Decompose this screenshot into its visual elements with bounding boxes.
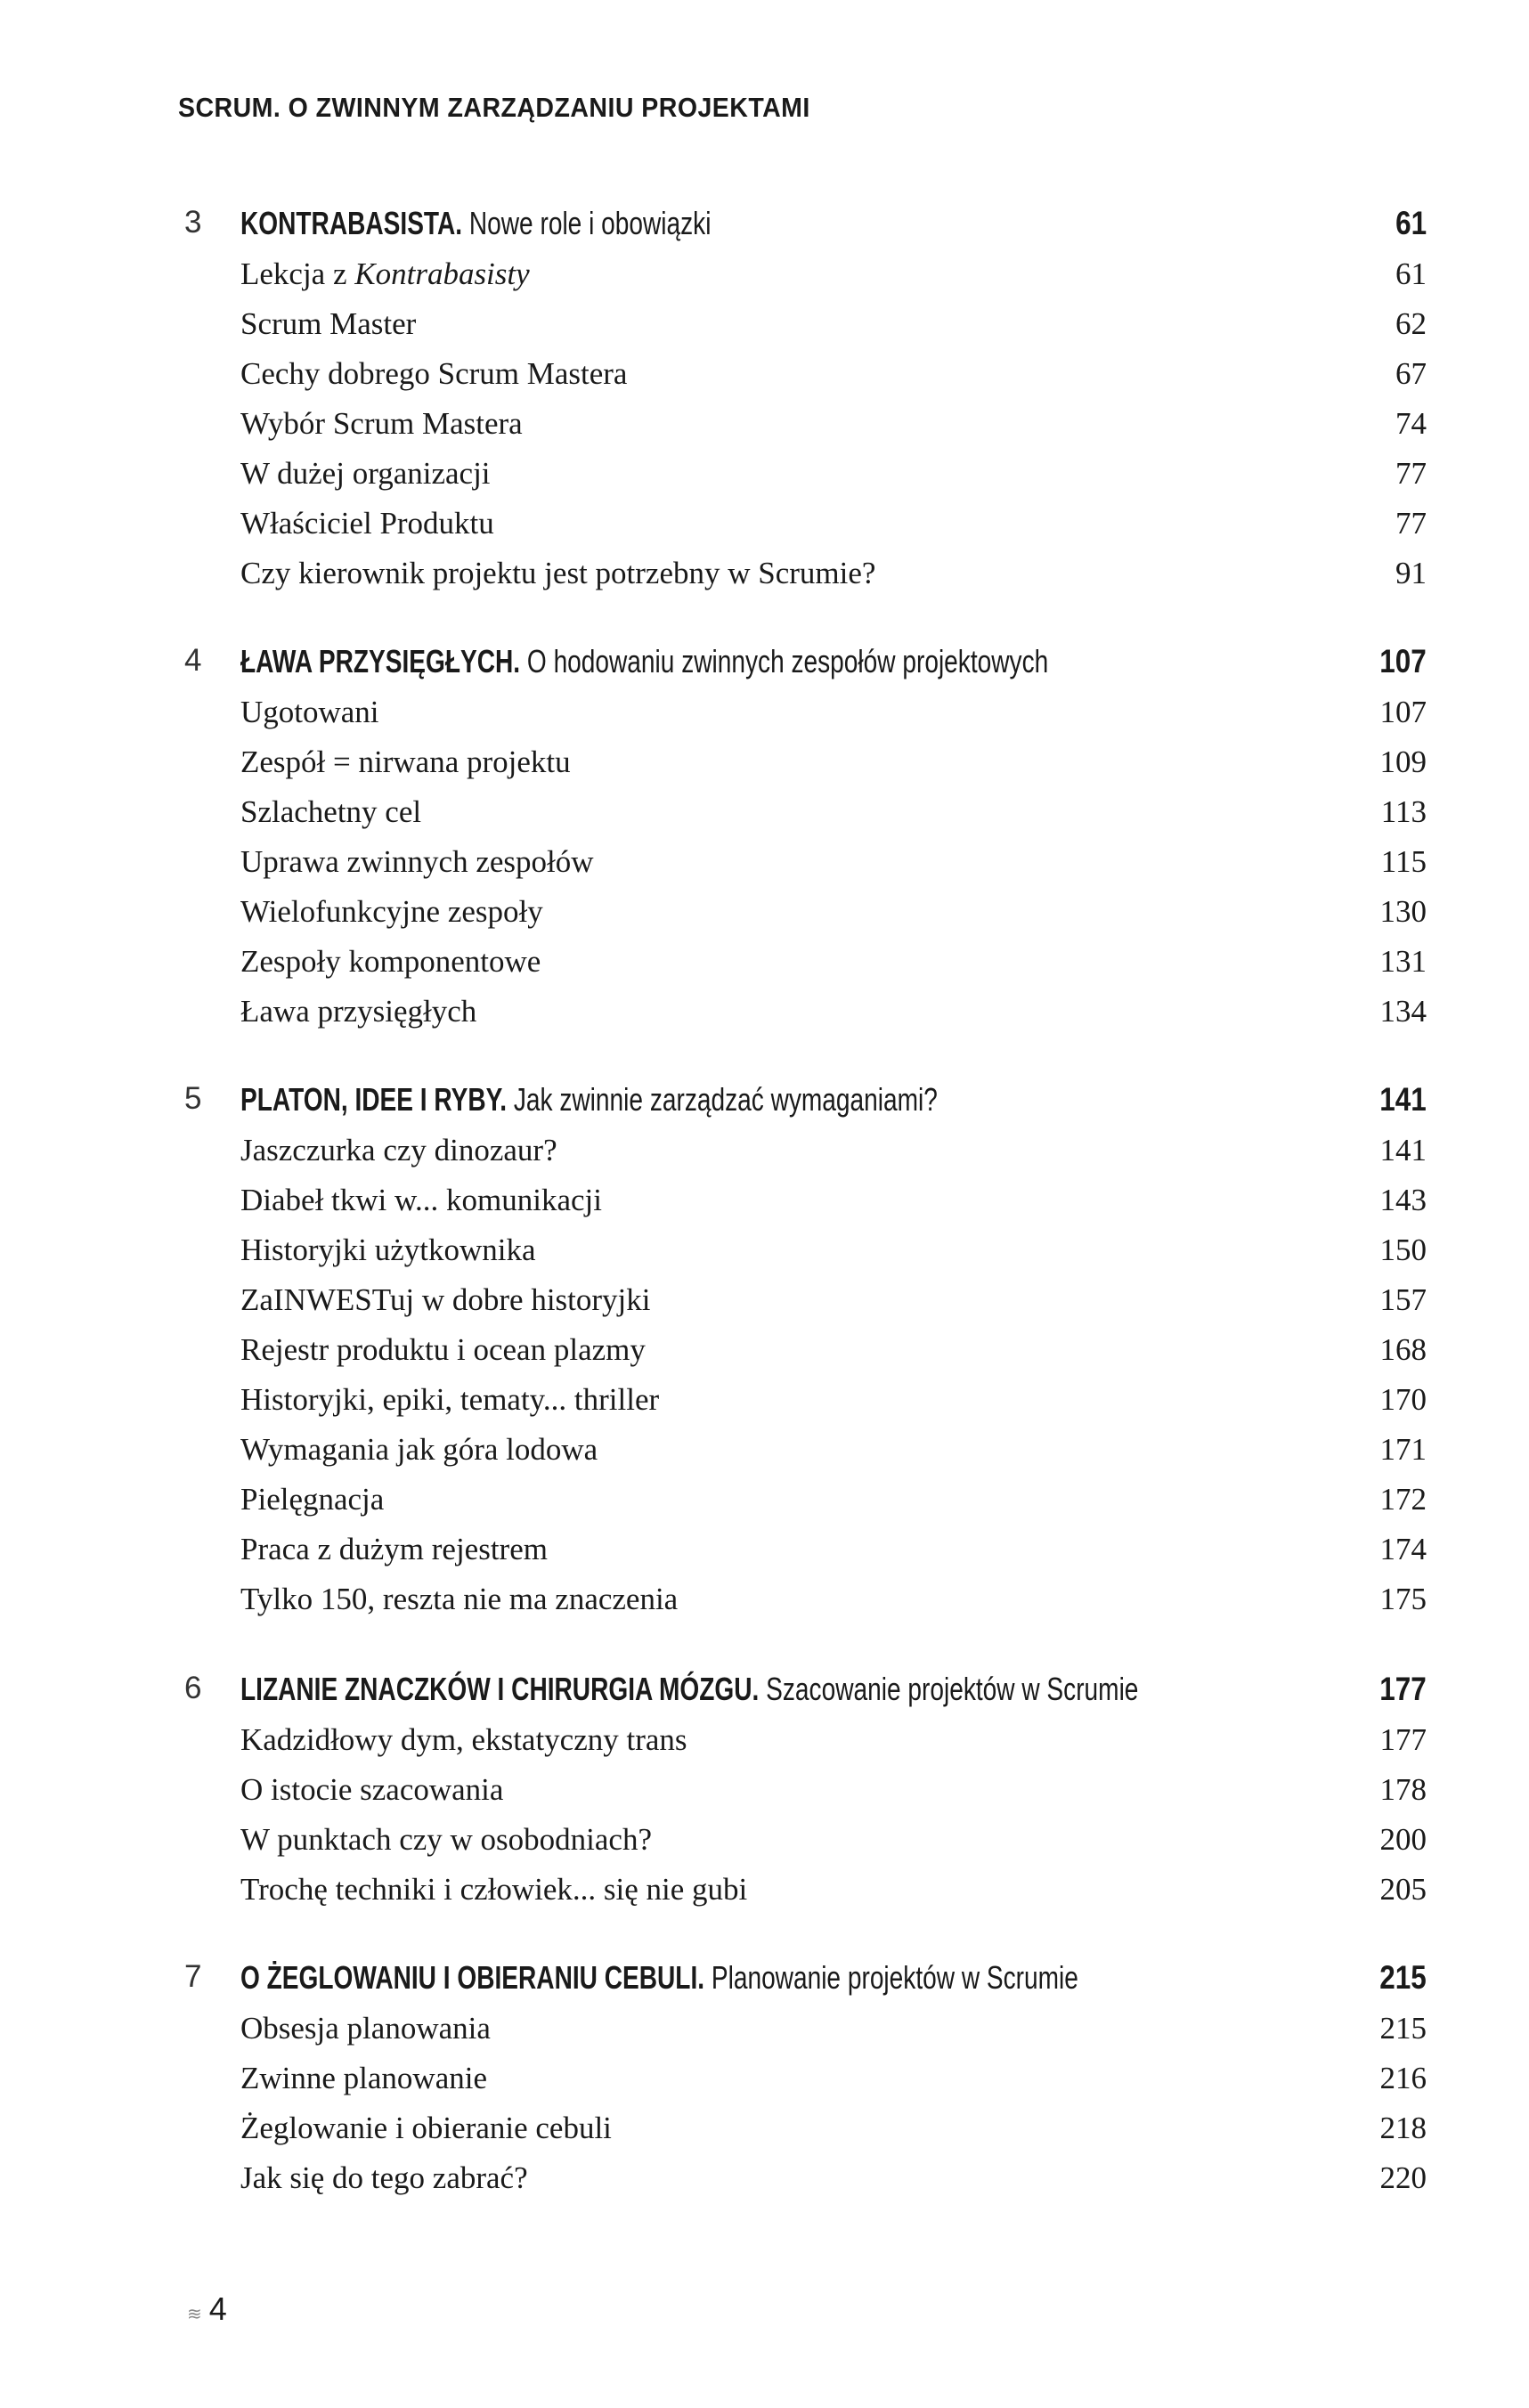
toc-entry[interactable] (0, 1231, 1529, 1281)
toc-entry[interactable] (0, 554, 1529, 604)
chapter-subtitle: Nowe role i obowiązki (468, 205, 712, 241)
running-head: SCRUM. O ZWINNYM ZARZĄDZANIU PROJEKTAMI (178, 92, 810, 123)
entry-page: 157 (1379, 1282, 1427, 1317)
entry-page: 178 (1379, 1772, 1427, 1807)
toc-entry[interactable] (0, 1480, 1529, 1530)
entry-page: 131 (1379, 944, 1427, 979)
chapter-title: KONTRABASISTA. (240, 205, 463, 241)
entry-page: 143 (1379, 1183, 1427, 1217)
toc-entry[interactable] (0, 1870, 1529, 1920)
entry-page: 67 (1395, 356, 1427, 391)
chapter-heading[interactable] (0, 1671, 1529, 1721)
entry-page: 77 (1395, 506, 1427, 541)
entry-page: 141 (1379, 1133, 1427, 1167)
chapter-number: 4 (184, 643, 202, 678)
entry-page: 200 (1379, 1822, 1427, 1857)
toc-entry[interactable] (0, 1430, 1529, 1480)
chapter-title: LIZANIE ZNACZKÓW I CHIRURGIA MÓZGU. (240, 1671, 760, 1707)
entry-title: Lekcja z Kontrabasisty (240, 256, 530, 291)
entry-page: 77 (1395, 456, 1427, 491)
toc-entry[interactable] (0, 1580, 1529, 1630)
entry-title: Zespoły komponentowe (240, 944, 541, 979)
entry-page: 74 (1395, 406, 1427, 441)
entry-page: 107 (1379, 695, 1427, 729)
toc-entry[interactable] (0, 2009, 1529, 2059)
toc-entry[interactable] (0, 1721, 1529, 1770)
toc-entry[interactable] (0, 305, 1529, 354)
entry-title: Żeglowanie i obieranie cebuli (240, 2111, 612, 2145)
chapter-subtitle: O hodowaniu zwinnych zespołów projektowych (526, 643, 1049, 679)
entry-title-italic: Kontrabasisty (354, 256, 530, 291)
footer-ornament-icon: ≋ (187, 2305, 202, 2324)
entry-page: 109 (1379, 744, 1427, 779)
entry-page: 216 (1379, 2061, 1427, 2095)
entry-page: 218 (1379, 2111, 1427, 2145)
entry-title: W punktach czy w osobodniach? (240, 1822, 652, 1857)
toc-entry[interactable] (0, 942, 1529, 992)
entry-title: Praca z dużym rejestrem (240, 1532, 548, 1566)
toc-entry[interactable] (0, 2059, 1529, 2109)
toc-entry[interactable] (0, 1131, 1529, 1181)
chapter-subtitle: Jak zwinnie zarządzać wymaganiami? (513, 1081, 938, 1118)
entry-title: O istocie szacowania (240, 1772, 504, 1807)
entry-page: 134 (1379, 994, 1427, 1029)
chapter-page: 107 (1379, 643, 1427, 679)
chapter-page: 141 (1379, 1081, 1427, 1118)
entry-page: 62 (1395, 306, 1427, 341)
entry-page: 220 (1379, 2160, 1427, 2195)
entry-title: Tylko 150, reszta nie ma znaczenia (240, 1582, 679, 1616)
entry-page: 115 (1380, 844, 1427, 879)
page-number: 4 (208, 2290, 227, 2327)
entry-title: Kadzidłowy dym, ekstatyczny trans (240, 1722, 687, 1757)
chapter-page: 215 (1379, 1959, 1427, 1996)
entry-title: Diabeł tkwi w... komunikacji (240, 1183, 602, 1217)
chapter-heading[interactable] (0, 1081, 1529, 1131)
toc-entry[interactable] (0, 354, 1529, 404)
entry-title: Ława przysięgłych (240, 994, 477, 1029)
entry-page: 171 (1379, 1432, 1427, 1467)
toc-entry[interactable] (0, 1820, 1529, 1870)
entry-title: Uprawa zwinnych zespołów (240, 844, 594, 879)
entry-title: Zwinne planowanie (240, 2061, 487, 2095)
entry-page: 130 (1379, 894, 1427, 929)
toc-entry[interactable] (0, 1380, 1529, 1430)
entry-title: Historyjki, epiki, tematy... thriller (240, 1382, 660, 1417)
entry-title: W dużej organizacji (240, 456, 491, 491)
toc-entry[interactable] (0, 2109, 1529, 2159)
entry-title: Wielofunkcyjne zespoły (240, 894, 543, 929)
entry-title: Historyjki użytkownika (240, 1232, 536, 1267)
page-footer (187, 2290, 227, 2328)
entry-title: Jak się do tego zabrać? (240, 2160, 528, 2195)
chapter-title: O ŻEGLOWANIU I OBIERANIU CEBULI. (240, 1959, 705, 1996)
toc-entry[interactable] (0, 1330, 1529, 1380)
chapter-number: 6 (184, 1671, 202, 1705)
entry-title: Wymagania jak góra lodowa (240, 1432, 598, 1467)
chapter-subtitle: Szacowanie projektów w Scrumie (766, 1671, 1139, 1707)
toc-entry[interactable] (0, 892, 1529, 942)
entry-title: Zespół = nirwana projektu (240, 744, 571, 779)
entry-page: 205 (1379, 1872, 1427, 1907)
chapter-subtitle: Planowanie projektów w Scrumie (711, 1959, 1078, 1996)
chapter-heading[interactable] (0, 205, 1529, 255)
entry-page: 61 (1395, 256, 1427, 291)
entry-page: 168 (1379, 1332, 1427, 1367)
chapter-title: PLATON, IDEE I RYBY. (240, 1081, 508, 1118)
toc-entry[interactable] (0, 992, 1529, 1042)
chapter-number: 5 (184, 1081, 202, 1116)
toc-entry[interactable] (0, 1281, 1529, 1330)
entry-page: 175 (1379, 1582, 1427, 1616)
entry-title: Czy kierownik projektu jest potrzebny w Scrumie? (240, 556, 876, 590)
chapter-title: ŁAWA PRZYSIĘGŁYCH. (240, 643, 521, 679)
entry-title: Właściciel Produktu (240, 506, 494, 541)
chapter-number: 3 (184, 205, 202, 240)
entry-title: Jaszczurka czy dinozaur? (240, 1133, 557, 1167)
entry-page: 174 (1379, 1532, 1427, 1566)
toc-entry[interactable] (0, 504, 1529, 554)
entry-page: 113 (1380, 794, 1427, 829)
entry-title: Obsesja planowania (240, 2011, 491, 2046)
toc-entry[interactable] (0, 2159, 1529, 2209)
entry-title: Scrum Master (240, 306, 417, 341)
entry-title: Szlachetny cel (240, 794, 422, 829)
toc-entry[interactable] (0, 1770, 1529, 1820)
entry-page: 177 (1379, 1722, 1427, 1757)
entry-page: 172 (1379, 1482, 1427, 1517)
entry-page: 91 (1395, 556, 1427, 590)
chapter-heading[interactable] (0, 1959, 1529, 2009)
entry-title: Ugotowani (240, 695, 379, 729)
entry-page: 215 (1379, 2011, 1427, 2046)
entry-title: Wybór Scrum Mastera (240, 406, 523, 441)
chapter-heading[interactable] (0, 643, 1529, 693)
toc-entry[interactable] (0, 842, 1529, 892)
toc-entry[interactable] (0, 255, 1529, 305)
toc-entry[interactable] (0, 404, 1529, 454)
entry-page: 150 (1379, 1232, 1427, 1267)
entry-title: Rejestr produktu i ocean plazmy (240, 1332, 646, 1367)
toc-entry[interactable] (0, 1181, 1529, 1231)
toc-entry[interactable] (0, 793, 1529, 842)
toc-entry[interactable] (0, 743, 1529, 793)
entry-title: Pielęgnacja (240, 1482, 385, 1517)
chapter-page: 177 (1379, 1671, 1427, 1707)
entry-title: Trochę techniki i człowiek... się nie gubi (240, 1872, 748, 1907)
toc-entry[interactable] (0, 454, 1529, 504)
entry-page: 170 (1379, 1382, 1427, 1417)
toc-entry[interactable] (0, 693, 1529, 743)
entry-title: Cechy dobrego Scrum Mastera (240, 356, 628, 391)
chapter-page: 61 (1395, 205, 1427, 241)
toc-entry[interactable] (0, 1530, 1529, 1580)
chapter-number: 7 (184, 1959, 202, 1994)
entry-title: ZaINWESTuj w dobre historyjki (240, 1282, 651, 1317)
